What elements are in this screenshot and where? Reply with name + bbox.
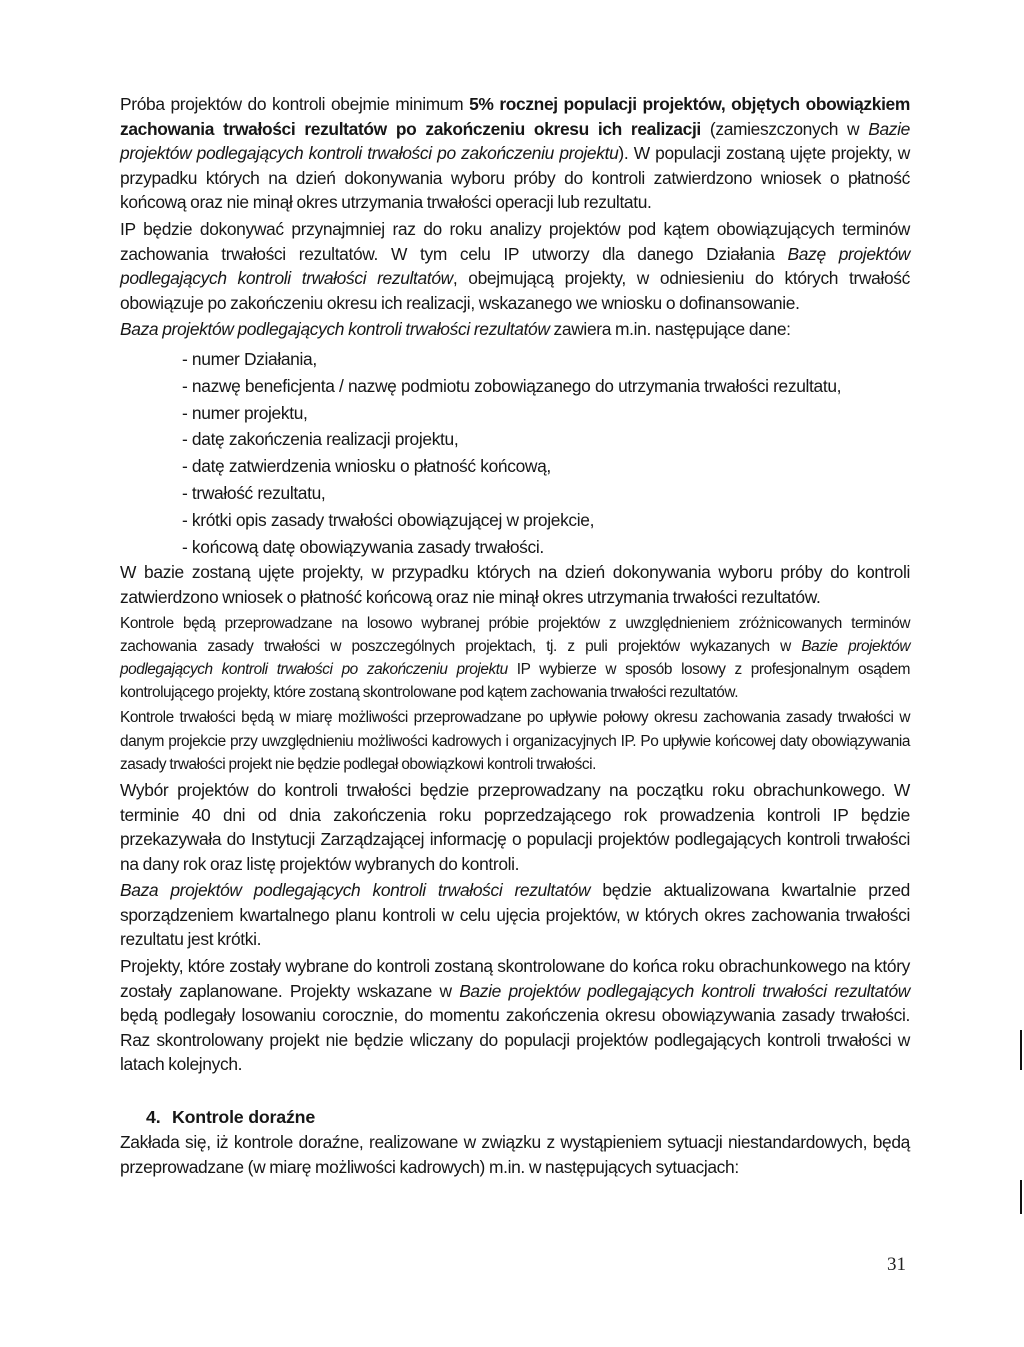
- text-run: Kontrole będą przeprowadzane na losowo wybranej próbie projektów z uwzględnieniem zróżnicowanych terminów zachowania zasady trwałości w poszczególnych projektach, tj. z puli projektów wykazanych w: [120, 614, 910, 655]
- document-page: [120, 92, 910, 1179]
- italic-text: Bazę projektów podlegających kontroli trwałości rezultatów: [120, 243, 911, 289]
- italic-text: Baza projektów podlegających kontroli trwałości rezultatów: [120, 319, 550, 340]
- text-run: W bazie zostaną ujęte projekty, w przypadku których na dzień dokonywania wyboru próby do kontroli zatwierdzono wniosek o płatność końcową oraz nie minął okres utrzymania trwałości rezultatów.: [120, 562, 910, 607]
- paragraph: [120, 778, 910, 876]
- section-heading: [120, 1105, 910, 1130]
- paragraph: [120, 217, 910, 315]
- text-run: będą podlegały losowaniu corocznie, do momentu zakończenia okresu obowiązywania zasady trwałości. Raz skontrolowany projekt nie będzie wliczany do populacji projektów podlegających kontroli trwałości w latach kolejnych.: [120, 1005, 910, 1075]
- text-run: Wybór projektów do kontroli trwałości będzie przeprowadzany na początku roku obrachunkowego. W terminie 40 dni od dnia zakończenia roku poprzedzającego rok prowadzenia kontroli IP będzie przekazywała do Instytucji Zarządzającej informację o populacji projektów podlegających kontroli trwałości na dany rok oraz listę projektów wybranych do kontroli.: [120, 779, 910, 874]
- paragraph: [120, 560, 910, 609]
- list-item: - krótki opis zasady trwałości obowiązującej w projekcie,: [182, 509, 595, 530]
- paragraph: [120, 954, 910, 1077]
- text-run: Próba projektów do kontroli obejmie minimum: [120, 94, 470, 114]
- required-data-list: [120, 346, 910, 560]
- section-title: Kontrole doraźne: [172, 1107, 316, 1128]
- bold-text: 5% rocznej populacji projektów, objętych obowiązkiem zachowania trwałości rezultatów po zakończeniu okresu ich realizacji: [120, 94, 910, 139]
- text-run: Projekty, które zostały wybrane do kontroli zostaną skontrolowane do końca roku obrachunkowego na który zostały zaplanowane. Projekty wskazane w: [120, 956, 910, 1001]
- text-run: (zamieszczonych w: [700, 118, 869, 139]
- paragraph: [120, 706, 910, 776]
- sampling-rules-paragraphs: [120, 560, 910, 1077]
- list-item: - numer Działania,: [182, 348, 317, 369]
- list-item: - nazwę beneficjenta / nazwę podmiotu zobowiązanego do utrzymania trwałości rezultatu,: [182, 375, 842, 396]
- text-run: IP wybierze w sposób losowy z profesjonalnym osądem kontrolującego projekty, które zostaną skontrolowane pod kątem zachowania trwałości rezultatów.: [120, 660, 910, 702]
- list-item: - datę zakończenia realizacji projektu,: [182, 429, 459, 450]
- paragraph: [120, 317, 910, 342]
- paragraph: [120, 878, 910, 952]
- text-run: , obejmującą projekty, w odniesieniu do których trwałość obowiązuje po zakończeniu okresu ich realizacji, wskazanego we wniosku o dofinansowanie.: [120, 268, 910, 313]
- paragraph: [120, 612, 910, 705]
- paragraph: [120, 92, 910, 215]
- italic-text: Bazie projektów podlegających kontroli trwałości po zakończeniu projektu: [120, 637, 910, 678]
- list-item: - trwałość rezultatu,: [182, 482, 326, 503]
- text-run: IP będzie dokonywać przynajmniej raz do roku analizy projektów pod kątem obowiązujących terminów zachowania trwałości rezultatów. W tym celu IP utworzy dla danego Działania: [120, 218, 910, 264]
- text-run: będzie aktualizowana kwartalnie przed sporządzeniem kwartalnego planu kontroli w celu ujęcia projektów, w których okres zachowania trwałości rezultatu jest krótki.: [120, 880, 911, 950]
- italic-text: Bazie projektów podlegających kontroli trwałości po zakończeniu projektu: [120, 118, 910, 164]
- scan-edge-mark: [1020, 1180, 1022, 1214]
- list-item: - numer projektu,: [182, 402, 308, 423]
- section-paragraph: Zakłada się, iż kontrole doraźne, realizowane w związku z wystąpieniem sytuacji niestandardowych, będą przeprowadzane (w miarę możliwości kadrowych) m.in. w następujących sytuacjach:: [120, 1132, 910, 1177]
- page-number: 31: [887, 1254, 906, 1275]
- list-item: - końcową datę obowiązywania zasady trwałości.: [182, 536, 544, 557]
- italic-text: Bazie projektów podlegających kontroli trwałości rezultatów: [459, 980, 910, 1001]
- list-item: - datę zatwierdzenia wniosku o płatność końcową,: [182, 456, 551, 477]
- italic-text: Baza projektów podlegających kontroli trwałości rezultatów: [120, 880, 591, 901]
- text-run: Kontrole trwałości będą w miarę możliwości przeprowadzane po upływie połowy okresu zachowania zasady trwałości w danym projekcie przy uwzględnieniu możliwości kadrowych i organizacyjnych IP. Po upływie końcowej daty obowiązywania zasady trwałości projekt nie będzie podlegał obowiązkowi kontroli trwałości.: [120, 709, 910, 773]
- scan-edge-mark: [1020, 1030, 1022, 1070]
- intro-paragraphs: [120, 92, 910, 342]
- text-run: zawiera m.in. następujące dane:: [549, 319, 791, 340]
- text-run: ). W populacji zostaną ujęte projekty, w przypadku których na dzień dokonywania wyboru próby do kontroli zatwierdzono wniosek o płatność końcową oraz nie minął okres utrzymania trwałości operacji lub rezultatu.: [120, 143, 910, 213]
- section-number: 4.: [146, 1107, 161, 1128]
